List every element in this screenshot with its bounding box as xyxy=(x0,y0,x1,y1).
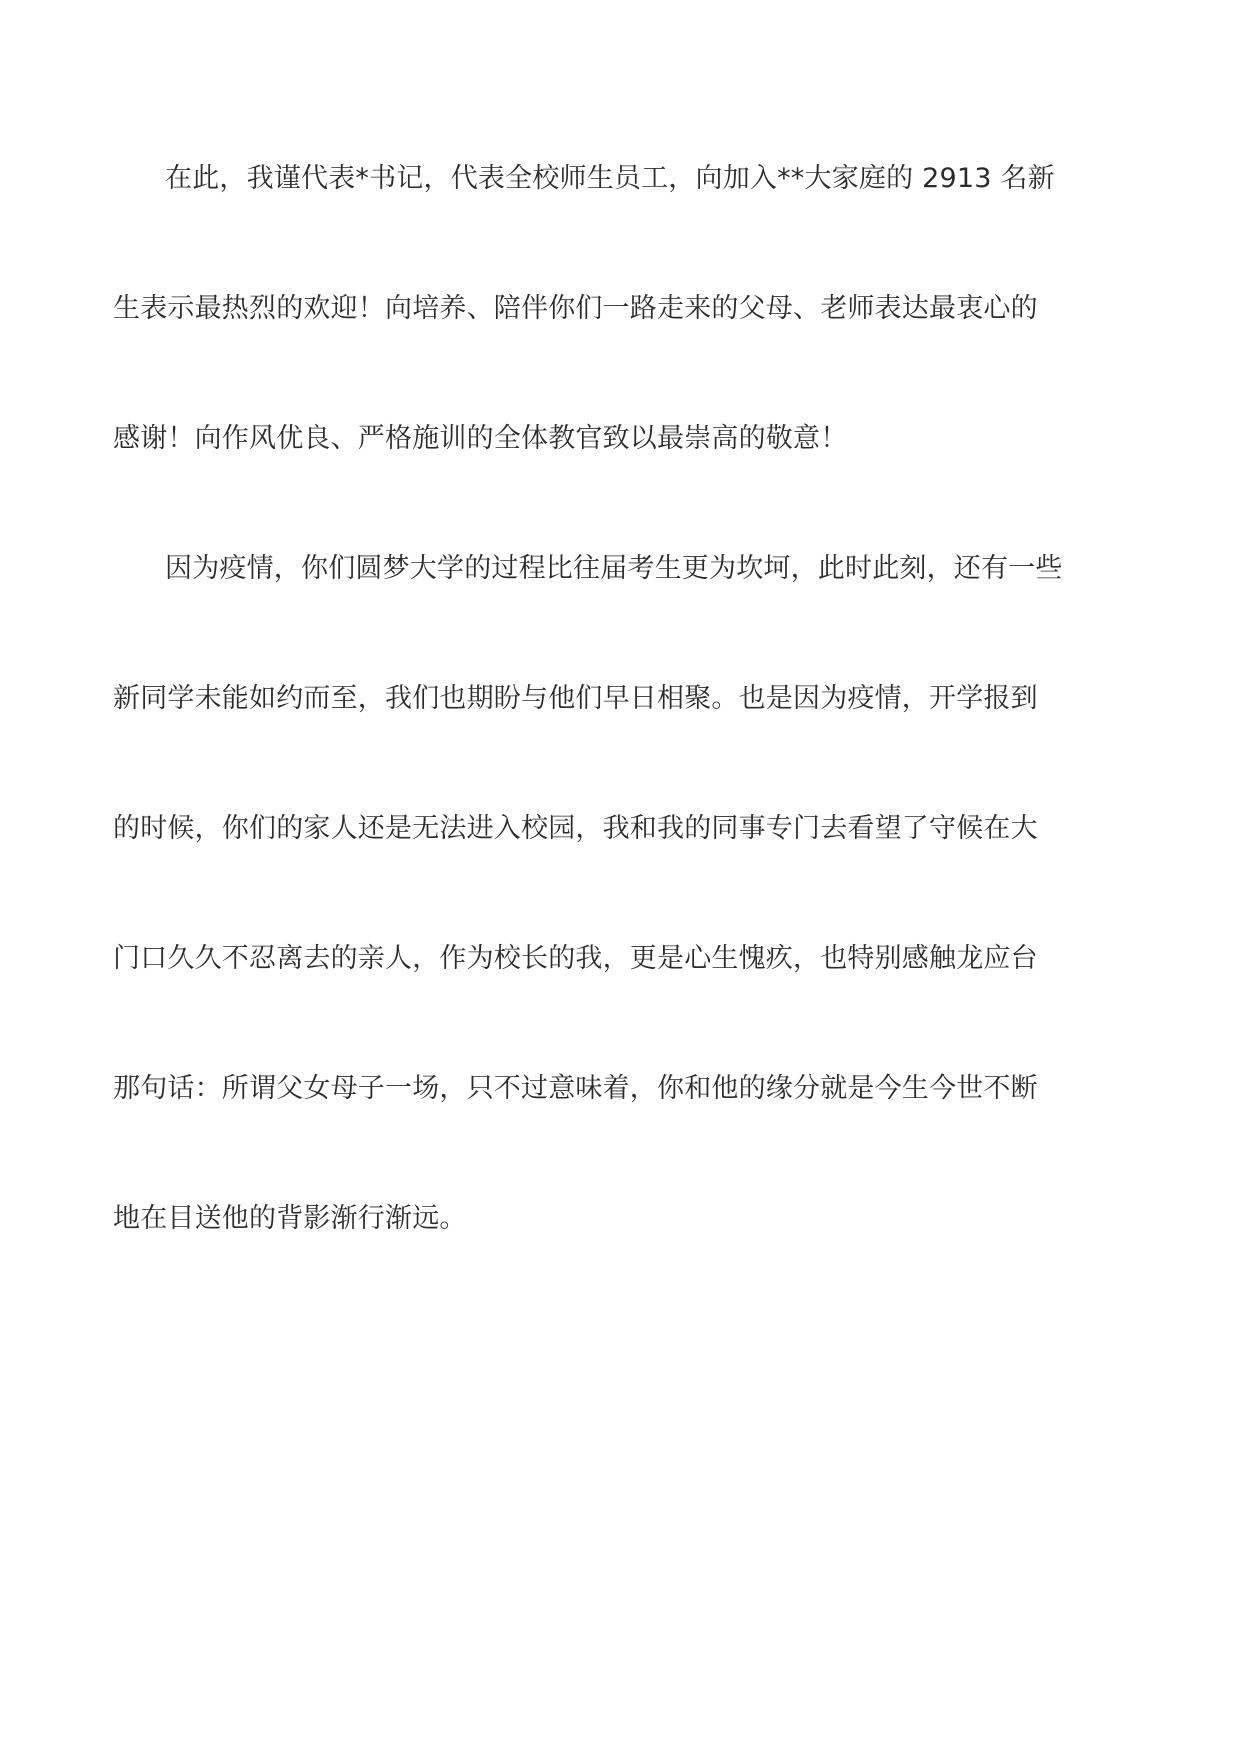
text-line: 在此，我谨代表*书记，代表全校师生员工，向加入**大家庭的 2913 名新 xyxy=(165,163,1055,194)
text-line: 新同学未能如约而至，我们也期盼与他们早日相聚。也是因为疫情，开学报到 xyxy=(113,683,1038,714)
text-line: 门口久久不忍离去的亲人，作为校长的我，更是心生愧疚，也特别感触龙应台 xyxy=(113,943,1038,974)
text-line: 感谢！向作风优良、严格施训的全体教官致以最崇高的敬意！ xyxy=(113,423,848,454)
paragraph-welcome xyxy=(113,162,1129,552)
text-line: 那句话：所谓父女母子一场，只不过意味着，你和他的缘分就是今生今世不断 xyxy=(113,1073,1038,1104)
text-line: 因为疫情，你们圆梦大学的过程比往届考生更为坎坷，此时此刻，还有一些 xyxy=(165,553,1063,584)
text-line: 的时候，你们的家人还是无法进入校园，我和我的同事专门去看望了守候在大 xyxy=(113,813,1038,844)
paragraph-pandemic xyxy=(113,552,1129,1332)
document-body xyxy=(113,162,1129,1332)
text-line: 生表示最热烈的欢迎！向培养、陪伴你们一路走来的父母、老师表达最衷心的 xyxy=(113,293,1038,324)
text-line: 地在目送他的背影渐行渐远。 xyxy=(113,1203,467,1234)
